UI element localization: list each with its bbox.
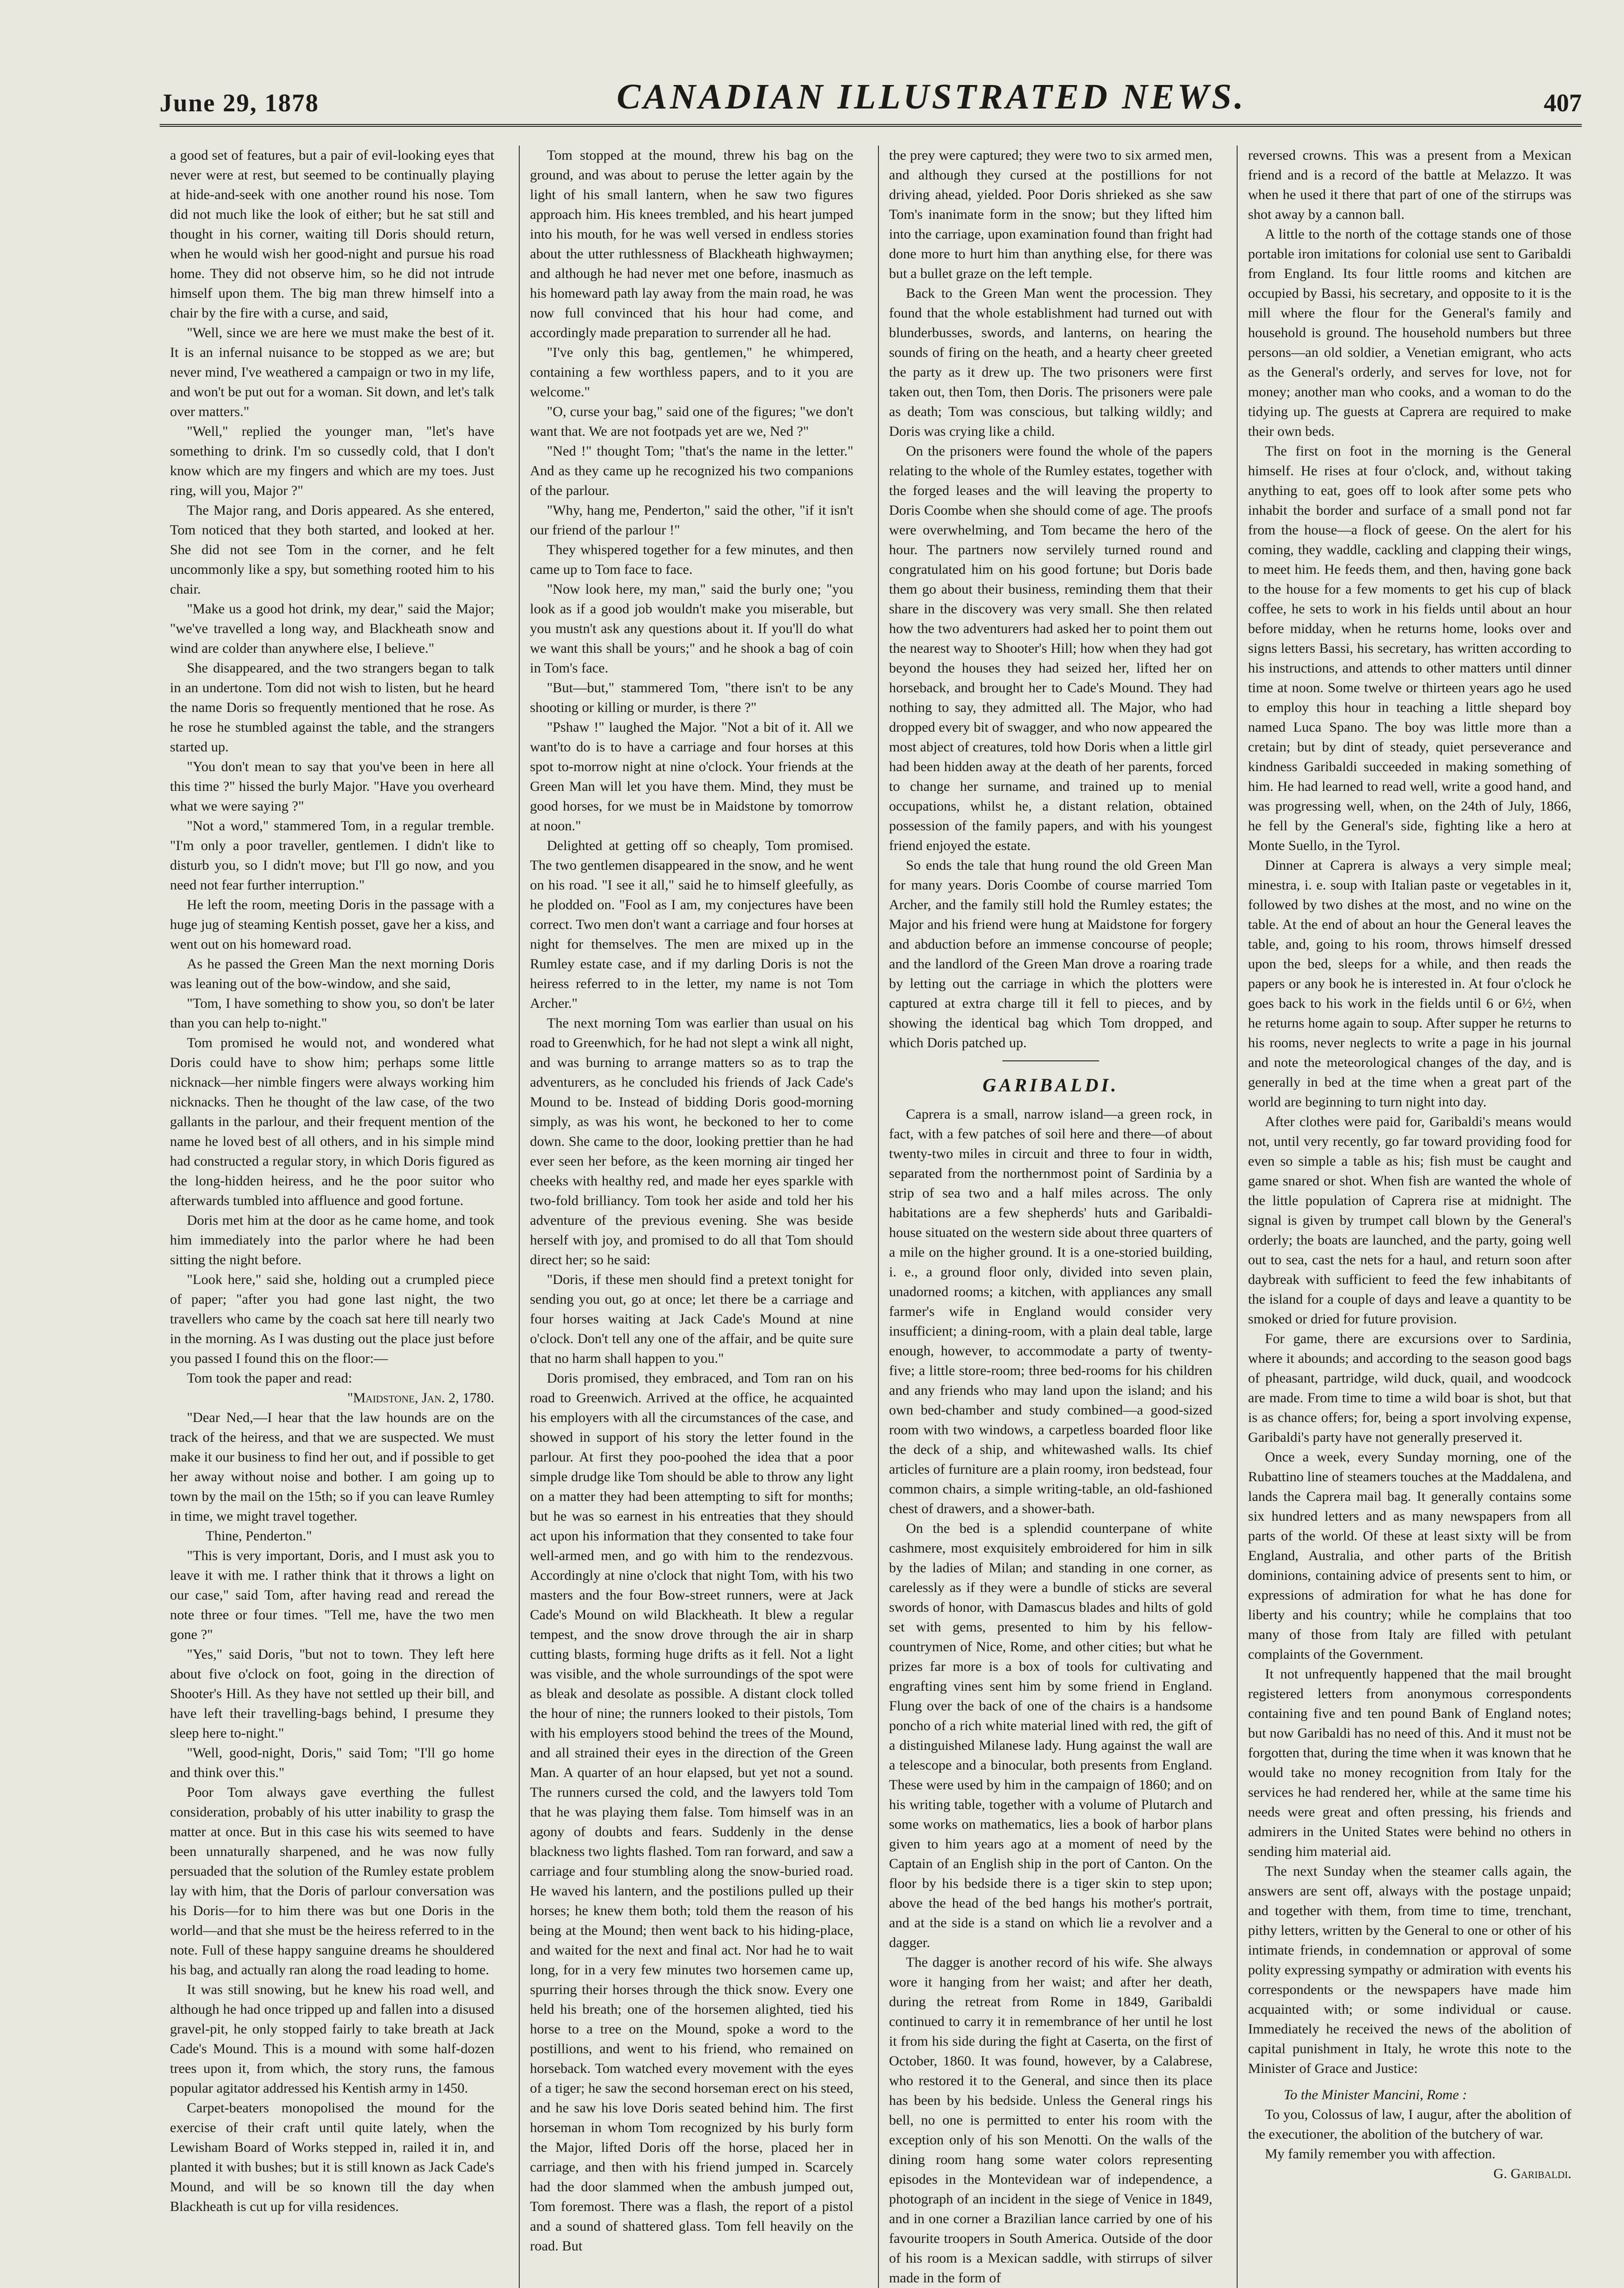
paragraph: On the bed is a splendid counterpane of white cashmere, most exquisitely embroidered for him in silk by the ladies of Milan; and standing in one corner, as carelessly as if they were a bundle of sticks are several swords of honor, with Damascus blades and hilts of gold set with gems, presented to him by his fellow-countrymen of Nice, Rome, and other cities; but what he prizes far more is a box of tools for cultivating and engrafting vines sent him by some friend in England. Flung over the back of one of the chairs is a handsome poncho of a rich white material lined with red, the gift of a distinguished Milanese lady. Hung against the wall are a telescope and a binocular, both presents from England. These were used by him in the campaign of 1860; and on his writing table, together with a volume of Plutarch and some works on mathematics, lies a book of harbor plans given to him years ago at a moment of need by the Captain of an English ship in the port of Canton. On the floor by his bedside there is a tiger skin to step upon; above the head of the bed hangs his mother's portrait, and at the side is a stand on which lie a revolver and a dagger. bbox=[889, 1521, 1213, 1950]
note-address: To the Minister Mancini, Rome : bbox=[1284, 2087, 1467, 2102]
column-3 bbox=[878, 146, 1223, 2288]
paragraph: She disappeared, and the two strangers began to talk in an undertone. Tom did not wish to listen, but he heard the name Doris so frequently mentioned that he rose. As he rose he stumbled against the table, and the strangers started up. bbox=[170, 660, 494, 755]
column-4 bbox=[1237, 146, 1582, 2288]
letter-body: "Dear Ned,—I hear that the law hounds are on the track of the heiress, and that we are suspected. We must make it our business to find her out, and if possible to get her away without noise and bother. I am going up to town by the mail on the 15th; so if you can leave Rumley in time, we might travel together. bbox=[170, 1410, 494, 1524]
paragraph: After clothes were paid for, Garibaldi's means would not, until very recently, go far toward providing food for even so simple a table as his; fish must be caught and game snared or shot. When fish are wanted the whole of the little population of Caprera rise at midnight. The signal is given by trumpet call blown by the General's orderly; the boats are launched, and the party, going well out to sea, cast the nets for a haul, and return soon after daybreak with sufficient to feed the few inhabitants of the island for a couple of days and leave a quantity to be smoked or dried for future provision. bbox=[1248, 1114, 1571, 1327]
paragraph: Tom took the paper and read: bbox=[187, 1370, 352, 1386]
paragraph: Caprera is a small, narrow island—a green rock, in fact, with a few patches of soil here and there—of about twenty-two miles in circuit and three to four in width, separated from the northernmost point of Sardinia by a strip of sea two and a half miles across. The only habitations are a few shepherds' huts and Garibaldi-house situated on the western side about three quarters of a mile on the higher ground. It is a one-storied building, i. e., a ground floor only, divided into seven plain, unadorned rooms; a kitchen, with appliances any small farmer's wife in England would consider very insufficient; a dining-room, with a plain deal table, large enough, however, to accommodate a party of twenty-five; a little store-room; three bed-rooms for his children and any friends who may land upon the island; and his own bed-chamber and study combined—a good-sized room with two windows, a carpetless boarded floor like the deck of a ship, and whitewashed walls. Its chief articles of furniture are a plain roomy, iron bedstead, four common chairs, a simple writing-table, an old-fashioned chest of drawers, and a shower-bath. bbox=[889, 1106, 1213, 1516]
paragraph: "This is very important, Doris, and I must ask you to leave it with me. I rather think that it throws a light on our case," said Tom, after having read and reread the note three or four times. "Tell me, have the two men gone ?" bbox=[170, 1548, 494, 1642]
paragraph: He left the room, meeting Doris in the passage with a huge jug of steaming Kentish posset, gave her a kiss, and went out on his homeward road. bbox=[170, 897, 494, 952]
paragraph: "But—but," stammered Tom, "there isn't to be any shooting or killing or murder, is there ?" bbox=[530, 680, 854, 715]
paragraph: A little to the north of the cottage stands one of those portable iron imitations for colonial use sent to Garibaldi from England. Its four little rooms and kitchen are occupied by Bassi, his secretary, and opposite to it is the mill where the flour for the General's family and household is ground. The household numbers but three persons—an old soldier, a Venetian emigrant, who acts as the General's orderly, and serves for love, not for money; another man who cooks, and a woman to do the tidying up. The guests at Caprera are required to make their own beds. bbox=[1248, 226, 1571, 439]
paragraph: "Make us a good hot drink, my dear," said the Major; "we've travelled a long way, and Blackheath snow and wind are colder than anywhere else, I believe." bbox=[170, 601, 494, 656]
signature: G. Garibaldi. bbox=[1493, 2166, 1571, 2181]
paragraph: The Major rang, and Doris appeared. As she entered, Tom noticed that they both started, and looked at her. She did not see Tom in the corner, and he felt uncommonly like a spy, but something rooted him to his chair. bbox=[170, 502, 494, 597]
paragraph: "Well," replied the younger man, "let's have something to drink. I'm so cussedly cold, that I don't know which are my fingers and which are my toes. Just ring, will you, Major ?" bbox=[170, 424, 494, 498]
paragraph: the prey were captured; they were two to six armed men, and although they cursed at the postillions for not driving ahead, yielded. Poor Doris shrieked as she saw Tom's inanimate form in the snow; but they lifted him into the carriage, upon examination found than fright had done more to hurt him than anything else, for there was but a bullet graze on the left temple. bbox=[889, 147, 1213, 281]
page-number: 407 bbox=[1544, 89, 1582, 117]
paragraph: "Look here," said she, holding out a crumpled piece of paper; "after you had gone last night, the two travellers who came by the coach sat here till nearly two in the morning. As I was dusting out the place just before you passed I found this on the floor:— bbox=[170, 1272, 494, 1366]
paragraph: The next morning Tom was earlier than usual on his road to Greenwhich, for he had not slept a wink all night, and was burning to arrange matters so as to trap the adventurers, as he concluded his friends of Jack Cade's Mound to be. Instead of bidding Doris good-morning simply, as was his wont, he beckoned to her to come down. She came to the door, looking prettier than he had ever seen her before, as the keen morning air tinged her cheeks with healthy red, and made her eyes sparkle with two-fold brilliancy. Tom took her aside and told her his adventure of the previous evening. She was beside herself with joy, and promised to do all that Tom should direct her; so he said: bbox=[530, 1015, 854, 1268]
paragraph: a good set of features, but a pair of evil-looking eyes that never were at rest, but seemed to be continually playing at hide-and-seek with one another round his nose. Tom did not much like the look of either; but he sat still and thought in his corner, waiting till Doris should return, when he would wish her good-night and pursue his road home. They did not observe him, so he did not intrude himself upon them. The big man threw himself into a chair by the fire with a curse, and said, bbox=[170, 147, 494, 321]
paragraph: Dinner at Caprera is always a very simple meal; minestra, i. e. soup with Italian paste or vegetables in it, followed by two dishes at the most, and no wine on the table. At the end of about an hour the General leaves the table, and, going to his room, throws himself dressed upon the bed, sleeps for a while, and then reads the papers or any book he is interested in. At four o'clock he goes back to his work in the fields until 6 or 6½, when he returns home again to soup. After supper he returns to his rooms, never neglects to write a page in his journal and note the meteorological changes of the day, and is generally in bed at the time when a great part of the world are beginning to turn night into day. bbox=[1248, 858, 1571, 1110]
paragraph: "I've only this bag, gentlemen," he whimpered, containing a few worthless papers, and to it you are welcome." bbox=[530, 345, 854, 400]
paragraph: So ends the tale that hung round the old Green Man for many years. Doris Coombe of course married Tom Archer, and the family still hold the Rumley estates; the Major and his friend were hung at Maidstone for forgery and abduction before an immense concourse of people; and the landlord of the Green Man drove a roaring trade by letting out the carriage in which the plotters were captured at extra charge till it fell to pieces, and by showing the identical bag which Tom dropped, and which Doris patched up. bbox=[889, 858, 1213, 1051]
paragraph: "Now look here, my man," said the burly one; "you look as if a good job wouldn't make you miserable, but you mustn't ask any questions about it. If you'll do what we want this shall be yours;" and he shook a bag of coin in Tom's face. bbox=[530, 581, 854, 676]
paragraph: The first on foot in the morning is the General himself. He rises at four o'clock, and, without taking anything to eat, goes off to look after some pets who inhabit the border and surface of a small pond not far from the house—a flock of geese. On the alert for his coming, they waddle, cackling and clapping their wings, to meet him. He feeds them, and then, having gone back to the house for a few moments to get his cup of black coffee, he sets to work in his fields until about an hour before midday, when he returns home, looks over and signs letters Bassi, his secretary, has written according to his instructions, and attends to other matters until dinner time at noon. Some twelve or thirteen years ago he used to employ this hour in teaching a little shepard boy named Luca Spano. The boy was little more than a cretain; but by dint of steady, quiet perseverance and kindness Garibaldi succeeded in making something of him. He had learned to read well, write a good hand, and was progressing well, when, on the 24th of July, 1866, he fell by the General's side, fighting like a hero at Monte Suello, in the Tyrol. bbox=[1248, 443, 1571, 853]
paragraph: Doris promised, they embraced, and Tom ran on his road to Greenwich. Arrived at the office, he acquainted his employers with all the circumstances of the case, and showed in support of his story the letter found in the parlour. At first they poo-poohed the idea that a poor simple drudge like Tom should be able to throw any light on a matter they had been attempting to sift for months; but he was so earnest in his entreaties that they should act upon his information that they consented to take four well-armed men, and go with him to the rendezvous. Accordingly at nine o'clock that night Tom, with his two masters and the four Bow-street runners, were at Jack Cade's Mound on wild Blackheath. It blew a regular tempest, and the snow drove through the air in sharp cutting blasts, forming huge drifts as it fell. Not a light was visible, and the whole surroundings of the spot were as bleak and desolate as possible. A distant clock tolled the hour of nine; the runners looked to their pistols, Tom with his employers stood behind the trees of the Mound, and all strained their eyes in the direction of the Green Man. A quarter of an hour elapsed, but yet not a sound. The runners cursed the cold, and the lawyers told Tom that he was playing them false. Tom himself was in an agony of doubts and fears. Suddenly in the dense blackness two lights flashed. Tom ran forward, and saw a carriage and four stumbling along the snow-buried road. He waved his lantern, and the postilions pulled up their horses; he knew them both; told them the reason of his being at the Mound; then went back to his hiding-place, and waited for the next and final act. Nor had he to wait long, for in a very few minutes two horsemen came up, spurring their horses through the thick snow. Every one held his breath; one of the horsemen alighted, tied his horse to a tree on the Mound, spoke a word to the postillions, and went to his friend, who remained on horseback. Tom watched every movement with the eyes of a tiger; he saw the second horseman erect on his steed, and he saw his love Doris seated behind him. The first horseman in whom Tom recognized by his burly form the Major, lifted Doris off the horse, placed her in carriage, and then with his friend jumped in. Scarcely had the door slammed when the ambush jumped out, Tom foremost. There was a flash, the report of a pistol and a sound of shattered glass. Tom fell heavily on the road. But bbox=[530, 1370, 854, 2254]
paragraph: It not unfrequently happened that the mail brought registered letters from anonymous correspondents containing five and ten pound Bank of England notes; but now Garibaldi has no need of this. And it must not be forgotten that, during the time when it was known that he would take no money recognition from Italy for the services he had rendered her, while at the same time his needs were great and often pressing, his friends and admirers in the United States were behind no others in sending him material aid. bbox=[1248, 1666, 1571, 1859]
article-columns bbox=[160, 146, 1582, 2286]
paragraph: Carpet-beaters monopolised the mound for the exercise of their craft until quite lately, when the Lewisham Board of Works stepped in, railed it in, and planted it with bushes; but it is still known as Jack Cade's Mound, and will be so known till the day when Blackheath is cut up for villa residences. bbox=[170, 2100, 494, 2214]
paragraph: "Pshaw !" laughed the Major. "Not a bit of it. All we want'to do is to have a carriage and four horses at this spot to-morrow night at nine o'clock. Your friends at the Green Man will let you have them. Mind, they must be good horses, for we must be in Maidstone by tomorrow at noon." bbox=[530, 719, 854, 834]
paragraph: "Why, hang me, Penderton," said the other, "if it isn't our friend of the parlour !" bbox=[530, 502, 854, 538]
note-text: My family remember you with affection. bbox=[1265, 2146, 1496, 2162]
paragraph: "Yes," said Doris, "but not to town. They left here about five o'clock on foot, going in the direction of Shooter's Hill. As they have not settled up their bill, and have left their travelling-bags behind, I presume they sleep here to-night." bbox=[170, 1646, 494, 1741]
paragraph: "Not a word," stammered Tom, in a regular tremble. "I'm only a poor traveller, gentlemen. I didn't like to disturb you, so I didn't move; but I'll go now, and you need not fear further interruption." bbox=[170, 818, 494, 893]
paragraph: "Well, good-night, Doris," said Tom; "I'll go home and think over this." bbox=[170, 1745, 494, 1780]
paragraph: As he passed the Green Man the next morning Doris was leaning out of the bow-window, and she said, bbox=[170, 956, 494, 991]
masthead bbox=[160, 70, 1582, 127]
column-2 bbox=[519, 146, 864, 2288]
note-text: To you, Colossus of law, I augur, after the abolition of the executioner, the abolition of the butchery of war. bbox=[1248, 2107, 1571, 2142]
paragraph: They whispered together for a few minutes, and then came up to Tom face to face. bbox=[530, 542, 854, 577]
column-1 bbox=[160, 146, 505, 2288]
article-heading: GARIBALDI. bbox=[982, 1074, 1119, 1096]
paragraph: The next Sunday when the steamer calls again, the answers are sent off, always with the postage unpaid; and together with them, from time to time, trenchant, pithy letters, written by the General to one or other of his intimate friends, in condemnation or approval of some polity expressing sympathy or admiration with events his correspondents or the newspapers have made him acquainted with; or some individual or cause. Immediately he received the news of the abolition of capital punishment in Italy, he wrote this note to the Minister of Grace and Justice: bbox=[1248, 1863, 1571, 2076]
paragraph: On the prisoners were found the whole of the papers relating to the whole of the Rumley estates, together with the forged leases and the will leaving the property to Doris Coombe when she should come of age. The proofs were overwhelming, and Tom became the hero of the hour. The partners now servilely turned round and congratulated him on his good fortune; but Doris bade them go about their business, reminding them that their share in the discovery was very small. She then related how the two adventurers had asked her to point them out the nearest way to Shooter's Hill; how when they had got beyond the houses they had seized her, lifted her on horseback, and brought her to Cade's Mound. They had nothing to say, they admitted all. The Major, who had dropped every bit of swagger, and who now appeared the most abject of creatures, told how Doris when a little girl had been hidden away at the death of her parents, forced to change her surname, and trained up to menial occupations, whilst he, a distant relation, obtained possession of the family papers, and with his youngest friend enjoyed the estate. bbox=[889, 443, 1213, 853]
issue-date: June 29, 1878 bbox=[160, 89, 319, 117]
section-divider bbox=[1002, 1060, 1100, 1061]
paragraph: Delighted at getting off so cheaply, Tom promised. The two gentlemen disappeared in the snow, and he went on his road. "I see it all," said he to himself gleefully, as he plodded on. "Fool as I am, my conjectures have been correct. Two men don't want a carriage and four horses at night for themselves. The men are mixed up in the Rumley estate case, and if my darling Doris is not the heiress referred to in the letter, my name is not Tom Archer." bbox=[530, 838, 854, 1011]
paragraph: "O, curse your bag," said one of the figures; "we don't want that. We are not footpads yet are we, Ned ?" bbox=[530, 404, 854, 439]
paragraph: reversed crowns. This was a present from a Mexican friend and is a record of the battle at Melazzo. It was when he used it there that part of one of the stirrups was shot away by a cannon ball. bbox=[1248, 147, 1571, 222]
paragraph: Poor Tom always gave everthing the fullest consideration, probably of his utter inability to grasp the matter at once. But in this case his wits seemed to have been unnaturally sharpened, and he was now fully persuaded that the solution of the Rumley estate problem lay with him, that the Doris of parlour conversation was his Doris—for to him there was but one Doris in the world—and that she must be the heiress referred to in the note. Full of these happy sanguine dreams he shouldered his bag, and actually ran along the road leading to home. bbox=[170, 1785, 494, 1978]
newspaper-title: CANADIAN ILLUSTRATED NEWS. bbox=[616, 77, 1247, 116]
paragraph: The dagger is another record of his wife. She always wore it hanging from her waist; and after her death, during the retreat from Rome in 1849, Garibaldi continued to carry it in remembrance of her until he lost it from his side during the fight at Caserta, on the first of October, 1860. It was found, however, by a Calabrese, who restored it to the General, and since then its place has been by his bedside. Unless the General rings his bell, no one is permitted to enter his room with the exception only of his son Menotti. On the walls of the dining room hang some water colors representing episodes in the Montevidean war of independence, a photograph of an incident in the siege of Venice in 1849, and in one corner a Brazilian lance carried by one of his favourite troopers in South America. Outside of the door of his room is a Mexican saddle, with stirrups of silver made in the form of bbox=[889, 1955, 1213, 2286]
paragraph: "You don't mean to say that you've been in here all this time ?" hissed the burly Major. "Have you overheard what we were saying ?" bbox=[170, 759, 494, 814]
paragraph: "Ned !" thought Tom; "that's the name in the letter." And as they came up he recognized his two companions of the parlour. bbox=[530, 443, 854, 498]
paragraph: Tom stopped at the mound, threw his bag on the ground, and was about to peruse the letter again by the light of his small lantern, when he saw two figures approach him. His knees trembled, and his heart jumped into his mouth, for he was well versed in endless stories about the utter ruthlessness of Blackheath highwaymen; and although he had never met one before, inasmuch as his homeward path lay away from the main road, he was now full convinced that his hour had come, and accordingly made preparation to surrender all he had. bbox=[530, 147, 854, 340]
paragraph: Once a week, every Sunday morning, one of the Rubattino line of steamers touches at the Maddalena, and lands the Caprera mail bag. It generally contains some six hundred letters and as many newspapers from all parts of the world. Of these at least sixty will be from England, Australia, and other parts of the British dominions, containing advice of presents sent to him, or expressions of admiration for what he has done for liberty and his country; while he complains that too many of those from Italy are filled with petulant complaints of the Government. bbox=[1248, 1449, 1571, 1662]
paragraph: "Tom, I have something to show you, so don't be later than you can help to-night." bbox=[170, 996, 494, 1031]
paragraph: Back to the Green Man went the procession. They found that the whole establishment had turned out with blunderbusses, swords, and lanterns, on hearing the sounds of firing on the heath, and a hearty cheer greeted the party as it drew up. The two prisoners were first taken out, then Tom, then Doris. The prisoners were pale as death; Tom was conscious, but talking wildly; and Doris was crying like a child. bbox=[889, 286, 1213, 439]
paragraph: For game, there are excursions over to Sardinia, where it abounds; and according to the season good bags of pheasant, partridge, wild duck, quail, and woodcock are made. From time to time a wild boar is shot, but that is as chance offers; for, being a sport involving expense, Garibaldi's party have not generally preserved it. bbox=[1248, 1331, 1571, 1445]
paragraph: Tom promised he would not, and wondered what Doris could have to show him; perhaps some little nicknack—her nimble fingers were always working him nicknacks. Then he thought of the law case, of the two gallants in the parlour, and their frequent mention of the name he loved best of all others, and in his simple mind had constructed a regular story, in which Doris figured as the long-hidden heiress, and he the poor suitor who afterwards tumbled into affluence and good fortune. bbox=[170, 1035, 494, 1208]
paragraph: It was still snowing, but he knew his road well, and although he had once tripped up and fallen into a disused gravel-pit, he only stopped fairly to take breath at Jack Cade's Mound. This is a mound with some half-dozen trees upon it, from which, the story runs, the famous popular agitator addressed his Kentish army in 1450. bbox=[170, 1982, 494, 2096]
paragraph: Doris met him at the door as he came home, and took him immediately into the parlor where he had been sitting the night before. bbox=[170, 1213, 494, 1268]
paragraph: "Doris, if these men should find a pretext tonight for sending you out, go at once; let there be a carriage and four horses waiting at Jack Cade's Mound at nine o'clock. Don't tell any one of the affair, and be quite sure that no harm shall happen to you." bbox=[530, 1272, 854, 1366]
paragraph: "Well, since we are here we must make the best of it. It is an infernal nuisance to be stopped as we are; but never mind, I've weathered a campaign or two in my life, and won't be put out for a woman. Sit down, and let's talk over matters." bbox=[170, 325, 494, 419]
letter-close: Thine, Penderton." bbox=[206, 1528, 312, 1544]
letter-dateline: "Maidstone, Jan. 2, 1780. bbox=[347, 1390, 494, 1406]
